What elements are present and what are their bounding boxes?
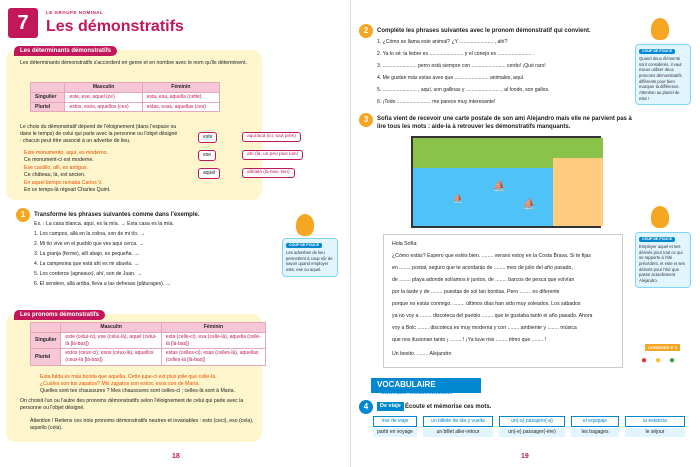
example-3: En aquel tiempo reinaba Carlos V. [24, 180, 103, 186]
vocab-url[interactable]: www.hatier-entrainement.com [381, 390, 453, 396]
table-row: Singulier este, ese, aquel (ce) esta, esa, aquella (cette) [31, 92, 220, 102]
mascot-owl-icon [296, 214, 314, 236]
vocab-translation: un(-e) passager(-ère) [499, 428, 565, 437]
letter-line[interactable]: por la tarde y de ........ puestas de sol tan bonitas. Pero ........ es diferente [392, 289, 560, 295]
table-row: Pluriel estos (ceux-ci), esos (ceux-là), aquellos (ceux-là [là-bas]) estas (celles-ci), esas (celles-là), aquellas (celles-là [là-bas]) [31, 349, 266, 366]
vocab-translation: les bagages [571, 428, 619, 437]
vocab-translation: partir en voyage [373, 428, 417, 437]
adverb-word: este [198, 132, 217, 143]
sailboat-icon: ⛵ [523, 199, 536, 210]
page-title: Les démonstratifs [46, 18, 184, 35]
table-header: Masculin [61, 323, 161, 333]
pronoun-example-1: Esta falda es más bonita que aquella. Cette jupe-ci est plus jolie que celle-là. [40, 374, 217, 380]
example-1-fr: Ce monument-ci est moderne. [24, 157, 94, 163]
exercise-item[interactable]: 1. Los campos, allá en la colina, son de mi tío. → [34, 231, 145, 237]
letter-line[interactable]: que nos ilusionan tanto ¡ ........ ! ¡Ya tuve mis ........ ritmo que ........ ! [392, 337, 547, 343]
table-header: Masculin [65, 83, 142, 93]
exercise-item[interactable]: 5. Los corderos (agneaux), ahí, son de Juan. → [34, 271, 142, 277]
pronoun-rule: On choisit l'un ou l'autre des pronoms démonstratifs selon l'éloignement de celui qui parle avec la personne ou l'objet désigné. [20, 398, 244, 412]
vocab-translation: un billet aller-retour [423, 428, 493, 437]
example-2: Ese castillo, allí, es antiguo. [24, 165, 89, 171]
pronouns-table [30, 322, 266, 366]
table-header: Féminin [161, 323, 265, 333]
pronouns-tag: Les pronoms démonstratifs [14, 310, 105, 320]
vocab-word: irse de viaje [373, 416, 417, 427]
exercise-item[interactable]: 6. El sendero, allá arriba, lleva a las dehesas (pâturages). → [34, 281, 171, 287]
table-header: Féminin [142, 83, 219, 93]
example-1: Este monumento, aquí, es moderno. [24, 150, 108, 156]
tip-box-3: COUP DE POUCE Employer aquel et ses dérivés pour tout ce qui se rapporte à l'été précédent, et este et ses dérivés pour l'été que passe actuellement Alejandro. [635, 232, 691, 288]
chapter-kicker: LE GROUPE NOMINAL [46, 10, 104, 15]
exercise-1-number: 1 [16, 208, 30, 222]
letter-line[interactable]: de ........ playa adonde solíamos ir juntos, de ........ barcos de pesca que volvían [392, 277, 575, 283]
example-2-fr: Ce château, là, est ancien. [24, 172, 86, 178]
postcard-letter [383, 234, 623, 368]
table-header [31, 323, 61, 333]
beach-shape [553, 158, 603, 226]
vocab-translation: le séjour [625, 428, 685, 437]
example-3-fr: En ce temps-là régnait Charles Quint. [24, 187, 111, 193]
exercise-item[interactable]: 5. ........................ , aquí, son gallinas y ........................ , al fondo, son gallos. [377, 87, 550, 93]
vocab-word: un(-a) pasajero(-a) [499, 416, 565, 427]
mascot-owl-icon [651, 206, 669, 228]
postcard-illustration [411, 136, 601, 228]
letter-line: Hola Sofía: [392, 241, 418, 247]
tip-box-2: COUP DE POUCE Quand deux éléments sont considérés, il vaut mieux utiliser deux pronoms démonstratifs différents pour bien marquer la différence. Attention au pluriel de este ! [635, 44, 691, 105]
smiley-happy-icon[interactable]: ● [669, 355, 676, 366]
exercise-4-number: 4 [359, 400, 373, 414]
letter-line[interactable]: en ........ postal, seguro que te acordarás de ........ mes de julio del año pasado, [392, 265, 573, 271]
adverb-word: ese [198, 150, 216, 161]
adverb-label: aquí/acá (ici, tout près) [242, 132, 301, 142]
exercise-2-title: Complète les phrases suivantes avec le pronom démonstratif qui convient. [377, 28, 591, 34]
vocab-word: el equipaje [571, 416, 619, 427]
exercise-item[interactable]: 3. La granja (ferme), allí abajo, es pequeña. → [34, 251, 140, 257]
adverb-label: ahí (là, un peu plus loin) [242, 150, 303, 160]
vocab-tag: De viaje [377, 402, 404, 411]
exercise-3-title: Sofía vient de recevoir une carte postale de son ami Alejandro mais elle ne parvient pas à lire tous les mots : aide-la à retrouver les démonstratifs manquants. [377, 116, 632, 131]
exercise-item[interactable]: 4. La campesina que está ahí es mi abuela. → [34, 261, 140, 267]
exercise-1-example: Ex. : La casa blanca, aquí, es la mía. → Esta casa es la mía. [34, 221, 174, 227]
table-row: Singulier este (celui-ci), ese (celui-là), aquel (celui-là [là-bas]) esta (celle-ci), esa (celle-là), aquella (celle-là [là-bas]) [31, 332, 266, 349]
page-number: 19 [521, 453, 529, 460]
vocab-word: la estancia [625, 416, 685, 427]
letter-line[interactable]: ya no voy a ........ discoteca del pueblo ........ que te gustaba tanto el año pasado. Ahora [392, 313, 593, 319]
determinants-tag: Les déterminants démonstratifs [14, 46, 117, 56]
exercise-item[interactable]: 6. ¡Todo ........................ me parece muy interesante! [377, 99, 496, 105]
letter-line[interactable]: porque no estás conmigo. ........ últimos días han sido muy soleados. Los sábados [392, 301, 581, 307]
exercise-item[interactable]: 3. ........................ perro está siempre con ........................ cerdo! ¡Qué raro! [377, 63, 546, 69]
adverb-word: aquel [198, 168, 220, 179]
exercise-item[interactable]: 1. ¿Cómo se llama este animal? ¿Y ........................ , ahí? [377, 39, 508, 45]
exercise-item[interactable]: 2. Ya lo sé: la liebre es ........................ y el conejo es ........................ . [377, 51, 535, 57]
tip-box-1: COUP DE POUCE Les adverbes de lieu permettent à coup sûr de savoir quand employer este, ese ou aquel. [282, 238, 338, 277]
pronoun-example-2-fr: Quelles sont tes chaussures ? Mes chaussures sont celles-ci ; celles-là sont à Maria. [40, 388, 235, 394]
exercise-item[interactable]: 4. Me gustan más estas aves que ........................ animales, aquí. [377, 75, 525, 81]
exercise-2-number: 2 [359, 24, 373, 38]
letter-line[interactable]: ¿Cómo estás? Espero que estés bien. ........ verano estoy en la Costa Brava. Si te fijas [392, 253, 591, 259]
table-row: Pluriel estos, esos, aquellos (ces) estas, esas, aquellas (ces) [31, 102, 220, 112]
letter-line[interactable]: voy a Bolc ........ discoteca es muy moderna y con ........ ambiente y ........ música [392, 325, 577, 331]
sailboat-icon: ⛵ [493, 181, 506, 192]
pronoun-example-2: ¿Cuáles son tus zapatos? Mis zapatos son estos; esos son de María. [40, 381, 200, 387]
adverb-label: allí/allá (là-bas, loin) [242, 168, 295, 178]
smiley-sad-icon[interactable]: ● [641, 355, 648, 366]
mascot-owl-icon [651, 18, 669, 40]
vocab-word: un billete de ida y vuelta [423, 416, 493, 427]
exercise-1-title: Transforme les phrases suivantes comme dans l'exemple. [34, 212, 200, 218]
vocab-bar: VOCABULAIRE [371, 378, 481, 393]
determinants-table [30, 82, 220, 112]
choice-text: Le choix du démonstratif dépend de l'éloignement (dans l'espace ou dans le temps) de celui qui parle avec la personne ou l'objet désigné : chacun peut être associé à un adverbe de lieu. [20, 124, 178, 145]
chapter-number: 7 [8, 8, 38, 38]
attention-note: Attention ! Retiens ces trois pronoms démonstratifs neutres et invariables : esto (ceci), eso (cela), aquello (cela). [30, 418, 254, 432]
vocab-title: Écoute et mémorise ces mots. [405, 404, 492, 410]
letter-line[interactable]: Un besito. ........ Alejandro [392, 351, 452, 357]
exercise-3-number: 3 [359, 113, 373, 127]
right-page [350, 0, 700, 467]
determinants-rule: Les déterminants démonstratifs s'accordent en genre et en nombre avec le nom qu'ils déterminent. [20, 60, 247, 66]
correction-label: CORRIGÉS P. 5 [645, 344, 680, 351]
sailboat-icon: ⛵ [453, 194, 463, 203]
exercise-item[interactable]: 2. Mi tío vive en el pueblo que ves aquí cerca. → [34, 241, 145, 247]
smiley-neutral-icon[interactable]: ● [655, 355, 662, 366]
page-number: 18 [172, 453, 180, 460]
table-header [31, 83, 65, 93]
